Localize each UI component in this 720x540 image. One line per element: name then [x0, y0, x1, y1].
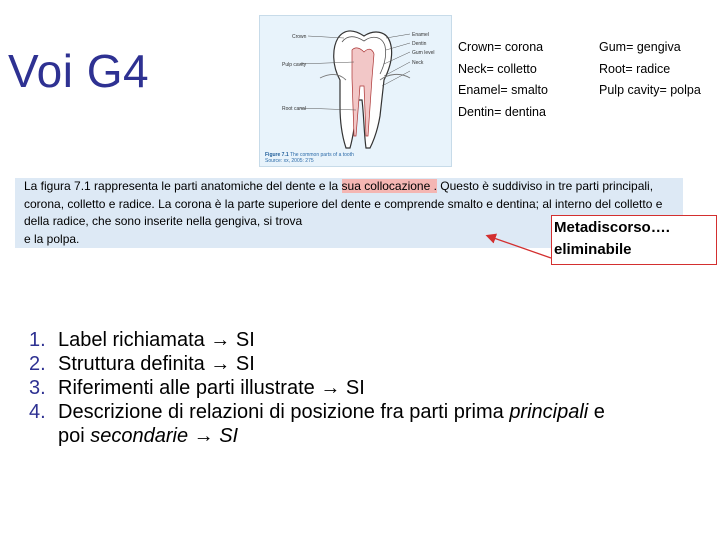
list-number: 4.: [29, 401, 46, 423]
list-text: e poi: [58, 401, 605, 447]
list-text: Struttura definita → SI: [58, 353, 255, 375]
caption-title: The common parts of a tooth: [289, 152, 354, 158]
paragraph-text: Questo è suddiviso in tre parti principali, corona, colletto e radice. La corona è la parte superiore del dente e comprende smalto e dentina; al interno del colletto e della radice, che sono inserite nella gengiva, si trova: [24, 179, 663, 228]
highlighted-phrase: sua collocazione .: [341, 179, 437, 193]
label-neck: Neck: [412, 60, 424, 66]
tooth-illustration: [260, 16, 453, 168]
list-text: Descrizione di relazioni di posizione fra parti prima: [58, 401, 510, 423]
legend-item: Enamel= smalto: [458, 83, 548, 97]
label-dentin: Dentin: [412, 41, 427, 47]
legend-item: Pulp cavity= polpa: [599, 83, 701, 97]
annotation-line: Metadiscorso….: [554, 219, 670, 236]
label-gum-level: Gum level: [412, 50, 435, 56]
tooth-diagram: [259, 15, 452, 167]
legend-item: Gum= gengiva: [599, 40, 681, 54]
caption-bold: Figure 7.1: [265, 152, 289, 158]
legend-item: Neck= colletto: [458, 61, 537, 76]
slide-title: Voi G4: [8, 45, 150, 97]
caption-source: Source: xx, 2005: 275: [265, 158, 314, 164]
list-emphasis: principali: [509, 401, 589, 423]
list-text: Riferimenti alle parti illustrate → SI: [58, 377, 365, 399]
label-crown: Crown: [292, 34, 307, 40]
list-number: 3.: [29, 377, 46, 399]
list-text: Label richiamata → SI: [58, 329, 255, 351]
legend-item: Dentin= dentina: [458, 104, 546, 119]
list-item: [29, 352, 629, 376]
list-number: 1.: [29, 329, 46, 351]
list-number: 2.: [29, 353, 46, 375]
criteria-list: [29, 328, 629, 448]
legend-column-2: [599, 37, 701, 102]
list-item: [29, 376, 629, 400]
label-root-canal: Root canal: [282, 106, 306, 112]
legend-column-1: [458, 37, 548, 123]
figure-caption: [265, 152, 445, 164]
annotation-line: eliminabile: [554, 241, 632, 258]
label-pulp-cavity: Pulp cavity: [282, 62, 307, 68]
paragraph-text: e la polpa.: [24, 231, 80, 246]
legend-item: Root= radice: [599, 61, 671, 76]
annotation-box: [551, 215, 717, 265]
list-emphasis: secondarie → SI: [90, 425, 239, 447]
list-item: [29, 328, 629, 352]
label-enamel: Enamel: [412, 32, 429, 38]
list-item: [29, 400, 629, 448]
legend-item: Crown= corona: [458, 40, 544, 54]
paragraph-text: La figura 7.1 rappresenta le parti anatomiche del dente e la: [24, 179, 342, 193]
